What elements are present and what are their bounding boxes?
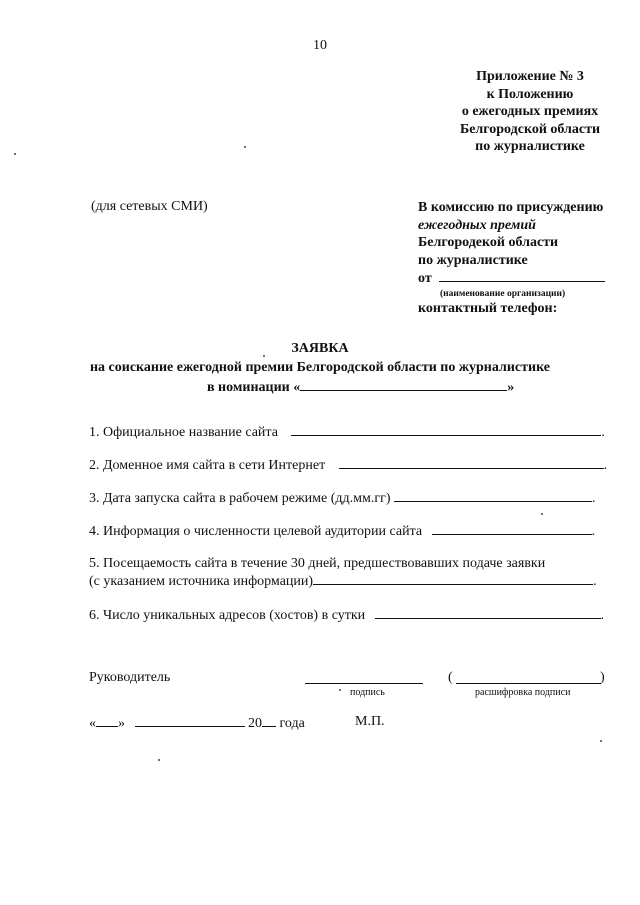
question-5-label: (с указанием источника информации) (89, 574, 314, 589)
scan-speck (541, 513, 543, 515)
question-1-terminator: . (601, 425, 605, 440)
question-6-label: 6. Число уникальных адресов (хостов) в сутки (89, 608, 366, 623)
nomination-row (207, 378, 514, 396)
head-label: Руководитель (89, 670, 171, 685)
nomination-prefix: в номинации « (207, 380, 301, 395)
decoding-open-paren: ( (448, 670, 453, 685)
media-type-label: (для сетевых СМИ) (91, 199, 208, 214)
question-2-row (89, 456, 607, 474)
scan-speck (339, 689, 341, 691)
question-3-row (89, 489, 596, 507)
question-4-field[interactable] (432, 522, 592, 535)
scan-speck (244, 146, 246, 148)
decoding-close-paren: ) (600, 670, 605, 685)
question-3-label: 3. Дата запуска сайта в рабочем режиме (дд.мм.гг) (89, 491, 391, 506)
question-1-field[interactable] (291, 423, 601, 436)
question-2-field[interactable] (339, 456, 604, 469)
scan-speck (14, 153, 16, 155)
signature-field[interactable] (305, 683, 423, 684)
question-6-terminator: . (600, 608, 605, 623)
question-3-field[interactable] (394, 489, 592, 502)
form-subtitle: на соискание ежегодной премии Белгородской области по журналистике (89, 360, 551, 375)
page-number: 10 (313, 38, 327, 53)
month-field[interactable] (135, 714, 245, 727)
nomination-suffix: » (507, 380, 515, 395)
question-5-row (89, 572, 597, 590)
year-suffix: года (279, 716, 305, 731)
from-row (418, 269, 605, 288)
decoding-field[interactable] (456, 683, 601, 684)
annex-line-5: по журналистике (475, 139, 585, 154)
scan-speck (263, 355, 265, 357)
question-2-terminator: . (603, 458, 608, 473)
day-quote-open: « (89, 716, 96, 731)
question-1-row (89, 423, 605, 441)
from-label: от (418, 271, 432, 286)
day-field[interactable] (96, 714, 118, 727)
question-4-label: 4. Информация о численности целевой аудитории сайта (89, 524, 423, 539)
nomination-field[interactable] (300, 378, 507, 391)
annex-block (430, 68, 630, 156)
addressee-line-3: Белгородекой области (418, 235, 559, 250)
question-1-label: 1. Официальное название сайта (89, 425, 278, 440)
phone-label: контактный телефон: (418, 300, 558, 316)
addressee-line-4: по журналистике (418, 252, 528, 268)
organization-caption: (наименование организации) (440, 288, 566, 299)
question-6-row (89, 606, 604, 624)
question-3-terminator: . (592, 491, 596, 506)
addressee-line-1: В комиссию по присуждению (418, 200, 604, 215)
question-4-terminator: . (591, 524, 596, 539)
addressee-block (418, 199, 605, 317)
annex-line-1: Приложение № 3 (476, 69, 584, 84)
annex-line-4: Белгородской области (459, 121, 601, 137)
scan-speck (600, 740, 602, 742)
seal-label: М.П. (355, 714, 385, 729)
year-prefix: 20 (248, 716, 262, 731)
addressee-line-2: ежегодных премий (418, 217, 536, 233)
question-6-field[interactable] (375, 606, 601, 619)
year-field[interactable] (262, 714, 276, 727)
question-2-label: 2. Доменное имя сайта в сети Интернет (89, 458, 326, 473)
annex-line-3: о ежегодных премиях (461, 104, 599, 119)
day-quote-close: » (118, 716, 125, 731)
question-4-row (89, 522, 595, 540)
question-5-terminator: . (593, 574, 597, 589)
date-row (89, 714, 305, 732)
organization-field[interactable] (439, 269, 605, 282)
scan-speck (158, 759, 160, 761)
annex-line-2: к Положению (486, 86, 574, 102)
form-title: ЗАЯВКА (291, 341, 349, 356)
question-5-field[interactable] (313, 572, 593, 585)
signature-caption: подпись (350, 687, 385, 698)
question-5-line-1: 5. Посещаемость сайта в течение 30 дней, предшествовавших подаче заявки (89, 556, 546, 571)
decoding-caption: расшифровка подписи (475, 687, 571, 698)
